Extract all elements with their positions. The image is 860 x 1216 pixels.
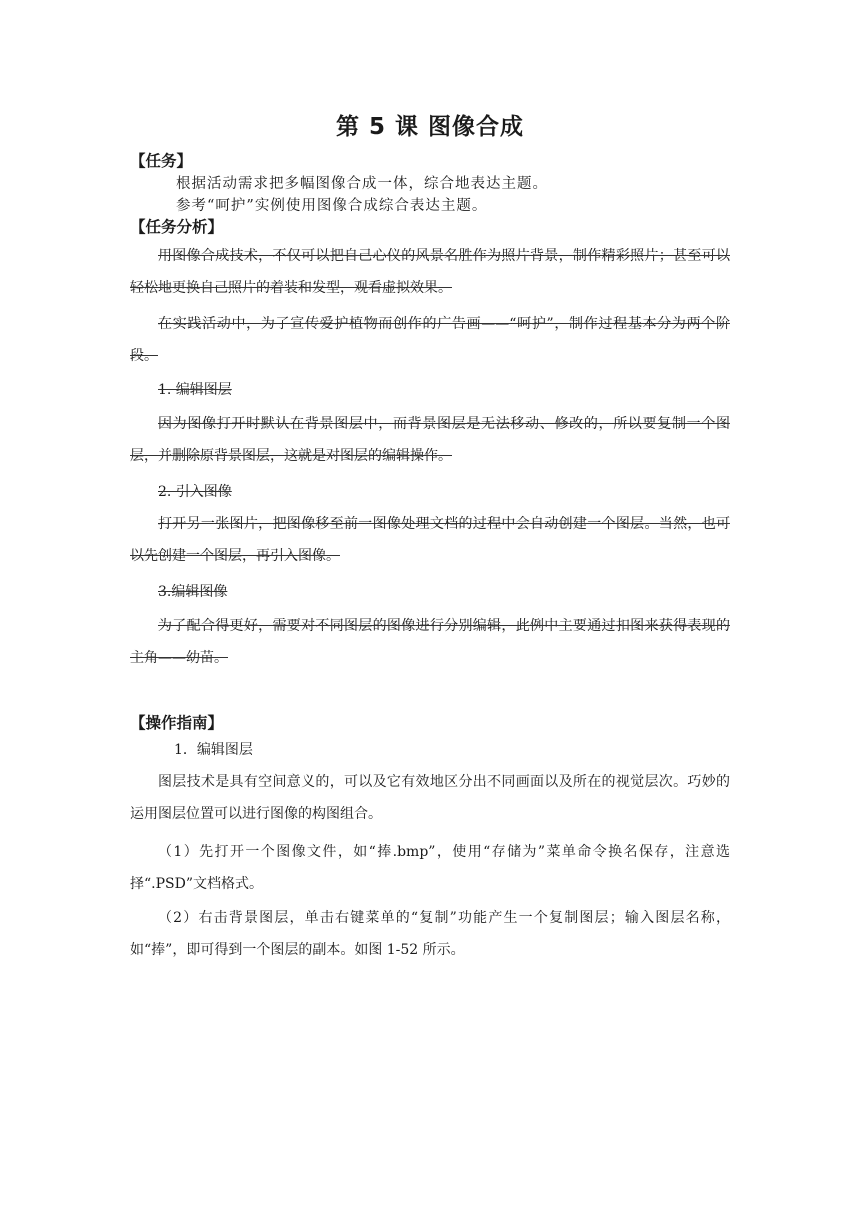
guide-item-1: 1．编辑图层 bbox=[174, 742, 253, 758]
analysis-paragraph-1: 用图像合成技术，不仅可以把自己心仪的风景名胜作为照片背景，制作精彩照片；甚至可以轻松地更换自己照片的着装和发型，观看虚拟效果。 bbox=[130, 248, 730, 296]
task-line-1: 根据活动需求把多幅图像合成一体，综合地表达主题。 bbox=[176, 176, 548, 192]
analysis-paragraph-2: 在实践活动中，为了宣传爱护植物而创作的广告画——“呵护”，制作过程基本分为两个阶段。 bbox=[130, 316, 730, 364]
guide-heading: 【操作指南】 bbox=[130, 714, 224, 732]
analysis-step-2-title: 2. 引入图像 bbox=[158, 484, 232, 500]
page-title: 第 5 课 图像合成 bbox=[335, 114, 525, 140]
analysis-step-1-text: 因为图像打开时默认在背景图层中，而背景图层是无法移动、修改的，所以要复制一个图层，并删除原背景图层，这就是对图层的编辑操作。 bbox=[130, 416, 730, 464]
analysis-step-3-text: 为了配合得更好，需要对不同图层的图像进行分别编辑，此例中主要通过扣图来获得表现的主角——幼苗。 bbox=[130, 618, 730, 666]
task-heading: 【任务】 bbox=[130, 152, 193, 170]
guide-paragraph-3: （2）右击背景图层，单击右键菜单的“复制”功能产生一个复制图层；输入图层名称，如“捧”，即可得到一个图层的副本。如图 1-52 所示。 bbox=[130, 910, 730, 958]
analysis-heading: 【任务分析】 bbox=[130, 218, 224, 236]
guide-paragraph-2: （1）先打开一个图像文件，如“捧.bmp”，使用“存储为”菜单命令换名保存，注意选择“.PSD”文档格式。 bbox=[130, 844, 730, 892]
guide-paragraph-1: 图层技术是具有空间意义的，可以及它有效地区分出不同画面以及所在的视觉层次。巧妙的运用图层位置可以进行图像的构图组合。 bbox=[130, 774, 730, 822]
analysis-step-3-title: 3.编辑图像 bbox=[158, 584, 228, 600]
analysis-step-1-title: 1. 编辑图层 bbox=[158, 382, 232, 398]
task-line-2: 参考“呵护”实例使用图像合成综合表达主题。 bbox=[176, 198, 488, 214]
analysis-step-2-text: 打开另一张图片，把图像移至前一图像处理文档的过程中会自动创建一个图层。当然，也可以先创建一个图层，再引入图像。 bbox=[130, 516, 730, 564]
